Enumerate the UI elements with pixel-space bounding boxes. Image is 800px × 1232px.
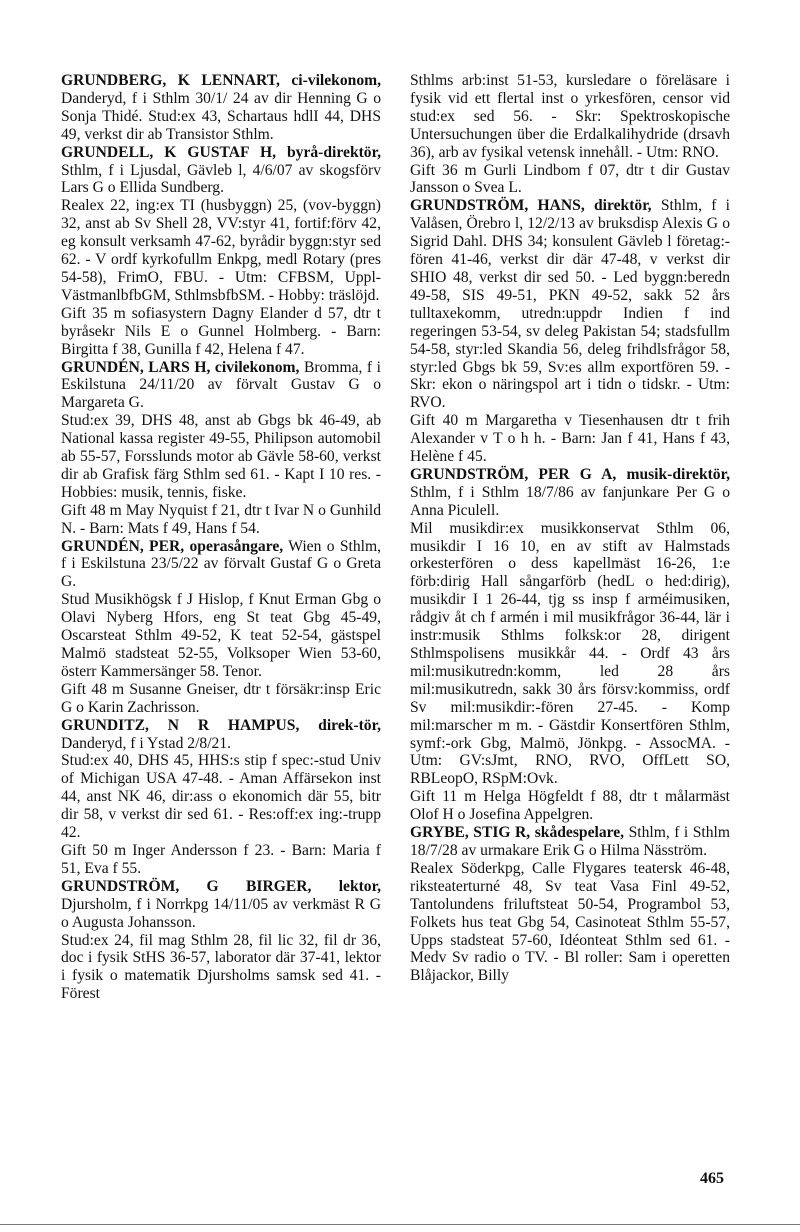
entry-paragraph: Mil musikdir:ex musikkonservat Sthlm 06, musikdir I 16 10, en av stift av Halmstads orkesterfören o dess kapellmäst 16-26, 1:e förb:dirig Hall sångarförb (hedL o hed:dirig), musikdir I 1 26-44, tjg ss insp f arméimusiken, rådgiv åt ch f armén i mil musikfrågor 36-44, lär i instr:musik Sthlms folksk:or 28, dirigent Sthlmspolisens musikkår 44. - Ordf 43 års mil:musikutredn:komm, led 28 års mil:musikutredn, sakk 30 års försv:kommiss, ordf Sv mil:musikdir:-fören 27-45. - Komp mil:marscher m m. - Gästdir Konsertfören Sthlm, symf:-ork Gbg, Malmö, Jönkpg. - AssocMA. - Utm: GV:sJmt, RNO, RVO, OffLett SO, RBLeopO, RSpM:Ovk. bbox=[410, 519, 730, 788]
entry-paragraph: Gift 48 m May Nyquist f 21, dtr t Ivar N o Gunhild N. - Barn: Mats f 49, Hans f 54. bbox=[61, 501, 381, 537]
entry-grundstrom-per bbox=[410, 466, 730, 824]
entry-text: Sthlm, f i Sthlm 18/7/86 av fanjunkare Per G o Anna Piculell. bbox=[410, 483, 730, 519]
entry-text: Bromma, f i Eskilstuna 24/11/20 av förvalt Gustav G o Margareta G. bbox=[61, 358, 381, 412]
entry-grunden-lars bbox=[61, 359, 381, 538]
right-column bbox=[410, 72, 730, 985]
entry-heading: GRUNDSTRÖM, HANS, direktör, bbox=[410, 197, 652, 215]
entry-heading: GRYBE, STIG R, skådespelare, bbox=[410, 824, 625, 842]
entry-paragraph: Gift 48 m Susanne Gneiser, dtr t försäkr:insp Eric G o Karin Zachrisson. bbox=[61, 680, 381, 716]
entry-text: Wien o Sthlm, f i Eskilstuna 23/5/22 av förvalt Gustaf G o Greta G. bbox=[61, 537, 381, 591]
entry-heading: GRUNDITZ, N R HAMPUS, direk-tör, bbox=[61, 716, 381, 734]
entry-grunden-per bbox=[61, 538, 381, 717]
entry-text: Sthlm, f i Valåsen, Örebro l, 12/2/13 av bruksdisp Alexis G o Sigrid Dahl. DHS 34; konsulent Gävleb l företag:-fören 41-46, verkst dir där 47-48, v verkst dir SHIO 48, verkst dir sed 50. - Led byggn:beredn 49-58, SIS 49-51, PKN 49-52, sakk 52 års tulltaxekomm, utredn:uppdr Indien f ind regeringen 53-54, sv deleg Pakistan 54; stadsfullm 54-58, styr:led Skandia 56, deleg frihdlsfrågor 58, styr:led Gbgs bk 59, Sv:es allm exportfören 59. - Skr: ekon o näringspol art i tidn o tidskr. - Utm: RVO. bbox=[410, 197, 730, 412]
entry-grundstrom-birger bbox=[61, 878, 381, 1003]
entry-paragraph: Stud:ex 40, DHS 45, HHS:s stip f spec:-stud Univ of Michigan USA 47-48. - Aman Affärsekon inst 44, anst NK 46, dir:ass o ekonomich där 55, bitr dir 58, v verkst dir sed 61. - Res:off:ex ing:-trupp 42. bbox=[61, 752, 381, 842]
entry-text: Sthlm, f i Sthlm 18/7/28 av urmakare Erik G o Hilma Näsström. bbox=[410, 824, 731, 859]
entry-grundell bbox=[61, 144, 381, 359]
entry-grybe bbox=[410, 824, 730, 985]
entry-text: Djursholm, f i Norrkpg 14/11/05 av verkmäst R G o Augusta Johansson. bbox=[61, 895, 381, 931]
entry-heading: GRUNDSTRÖM, PER G A, musik-direktör, bbox=[410, 465, 730, 483]
entry-paragraph: Stud:ex 39, DHS 48, anst ab Gbgs bk 46-49, ab National kassa register 49-55, Philipson automobil ab 55-57, Forsslunds motor ab Gävle 58-60, verkst dir ab Grafisk färg Sthlm sed 61. - Kapt I 10 res. - Hobbies: musik, tennis, fiske. bbox=[61, 412, 381, 501]
entry-paragraph: Stud:ex 24, fil mag Sthlm 28, fil lic 32, fil dr 36, doc i fysik StHS 36-57, laborator där 37-41, lektor i fysik o matematik Djursholms samsk sed 41. - Förest bbox=[61, 931, 381, 1003]
entry-text: Danderyd, f i Ystad 2/8/21. bbox=[61, 734, 232, 752]
entry-paragraph: Gift 11 m Helga Högfeldt f 88, dtr t målarmäst Olof H o Josefina Appelgren. bbox=[410, 788, 730, 824]
entry-paragraph: Gift 50 m Inger Andersson f 23. - Barn: Maria f 51, Eva f 55. bbox=[61, 841, 381, 877]
entry-grunditz bbox=[61, 717, 381, 878]
page-number: 465 bbox=[700, 1170, 724, 1187]
entry-grundstrom-hans bbox=[410, 197, 730, 466]
entry-paragraph: Gift 35 m sofiasystern Dagny Elander d 57, dtr t byråsekr Nils E o Gunnel Holmberg. - Barn: Birgitta f 38, Gunilla f 42, Helena f 47. bbox=[61, 304, 381, 358]
entry-paragraph: Realex 22, ing:ex TI (husbyggn) 25, (vov-byggn) 32, anst ab Sv Shell 28, VV:styr 41, fortif:förv 42, eg konsult verksamh 47-62, byrådir byggn:styr sed 62. - V ordf kyrkofullm Enkpg, medl Rotary (pres 54-58), FrimO, FBU. - Utm: CFBSM, Uppl-VästmanlbfbGM, SthlmsbfbSM. - Hobby: träslöjd. bbox=[61, 197, 381, 304]
entry-paragraph: Realex Söderkpg, Calle Flygares teatersk 46-48, riksteaterturné 48, Sv teat Vasa Finl 49-52, Tantolundens friluftsteat 50-54, Programbol 53, Folkets hus teat Gbg 54, Casinoteat Sthlm 55-57, Upps stadsteat 57-60, Idéonteat Sthlm sed 61. - Medv Sv radio o TV. - Bl roller: Sam i operetten Blåjackor, Billy bbox=[410, 859, 730, 985]
entry-heading: GRUNDÉN, LARS H, civilekonom, bbox=[61, 358, 300, 376]
entry-paragraph: Sthlms arb:inst 51-53, kursledare o föreläsare i fysik vid ett flertal inst o yrkesfören, censor vid stud:ex sed 56. - Skr: Spektroskopische Untersuchungen über die Erdalkalihydride (drsavh 36), arb av fysikal vetensk innehåll. - Utm: RNO. bbox=[410, 72, 730, 161]
entry-text: Danderyd, f i Sthlm 30/1/ 24 av dir Henning G o Sonja Thidé. Stud:ex 43, Schartaus hdlI 44, DHS 49, verkst dir ab Transistor Sthlm. bbox=[61, 89, 381, 143]
entry-paragraph: Gift 40 m Margaretha v Tiesenhausen dtr t frih Alexander v T o h h. - Barn: Jan f 41, Hans f 43, Helène f 45. bbox=[410, 412, 730, 466]
entry-paragraph: Gift 36 m Gurli Lindbom f 07, dtr t dir Gustav Jansson o Svea L. bbox=[410, 161, 730, 197]
entry-grundberg bbox=[61, 72, 381, 144]
entry-text: Sthlm, f i Ljusdal, Gävleb l, 4/6/07 av skogsförv Lars G o Ellida Sundberg. bbox=[61, 161, 381, 197]
entry-heading: GRUNDBERG, K LENNART, ci-vilekonom, bbox=[61, 72, 381, 89]
entry-paragraph: Stud Musikhögsk f J Hislop, f Knut Erman Gbg o Olavi Nyberg Hfors, eng St teat Gbg 45-49, Oscarsteat Sthlm 49-52, K teat 52-54, gästspel Malmö stadsteat 52-55, Volksoper Wien 53-60, österr Kammersänger 58. Tenor. bbox=[61, 591, 381, 680]
entry-heading: GRUNDSTRÖM, G BIRGER, lektor, bbox=[61, 877, 381, 895]
entry-heading: GRUNDELL, K GUSTAF H, byrå-direktör, bbox=[61, 143, 381, 161]
entry-grundstrom-birger-cont bbox=[410, 72, 730, 197]
entry-heading: GRUNDÉN, PER, operasångare, bbox=[61, 537, 284, 555]
bottom-edge-line bbox=[0, 1224, 800, 1225]
left-column bbox=[61, 72, 381, 1003]
